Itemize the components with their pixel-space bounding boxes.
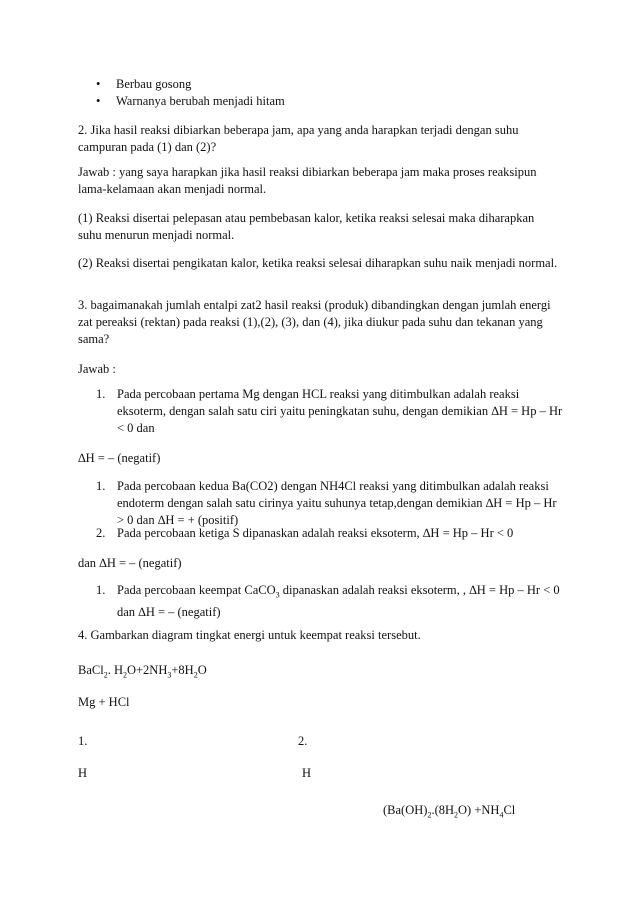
bullet-dot-icon: • <box>96 77 101 91</box>
question-2: 2. Jika hasil reaksi dibiarkan beberapa jam, apa yang anda harapkan terjadi dengan suhu campuran pada (1) dan (2)? <box>78 123 519 154</box>
enthalpy-axis-label: H <box>78 766 88 780</box>
question-3: 3. bagaimanakah jumlah entalpi zat2 hasil reaksi (produk) dibandingkan dengan jumlah energi zat pereaksi (rektan) pada reaksi (1),(2), (3), dan (4), jika diukur pada suhu dan tekanan yang sama? <box>78 298 551 346</box>
enthalpy-axis-label: H <box>302 766 312 780</box>
equation-bacl2: BaCl$_2$. $H_2O+2NH_3+8H_2O$ <box>78 663 207 680</box>
delta-h-line: ∆H = – (negatif) <box>78 451 161 465</box>
paragraph-2: (2) Reaksi disertai pengikatan kalor, ketika reaksi selesai diharapkan suhu naik menjadi normal. <box>78 256 558 270</box>
jawab-label: Jawab : <box>78 362 116 376</box>
diagram-label-1: 1. <box>78 734 88 748</box>
delta-h-line: dan ∆H = – (negatif) <box>78 556 182 570</box>
bullet-dot-icon: • <box>96 94 101 108</box>
list-text: Pada percobaan kedua Ba(CO2) dengan NH4Cl reaksi yang ditimbulkan adalah reaksi endoterm dengan salah satu cirinya yaitu suhunya tetap,dengan demikian ∆H = Hp – Hr > 0 dan ∆H = + (positif) <box>117 479 557 527</box>
list-text: Pada percobaan ketiga S dipanaskan adalah reaksi eksoterm, ∆H = Hp – Hr < 0 <box>117 526 514 540</box>
diagram-label-2: 2. <box>298 734 308 748</box>
equation-baoh2: ($Ba(OH)_2.(8H_2O) +NH_4Cl$ <box>383 803 516 820</box>
list-number: 1. <box>96 583 106 597</box>
list-text: Pada percobaan keempat CaCO$_3$ dipanaskan adalah reaksi eksoterm, , ∆H = Hp – Hr < 0 dan ∆H = – (negatif) <box>117 583 560 619</box>
list-number: 1. <box>96 479 106 493</box>
bullet-text: Warnanya berubah menjadi hitam <box>116 94 285 108</box>
list-text: Pada percobaan pertama Mg dengan HCL reaksi yang ditimbulkan adalah reaksi eksoterm, dengan salah satu ciri yaitu peningkatan suhu, dengan demikian ∆H = Hp – Hr < 0 dan <box>117 387 563 435</box>
paragraph-1: (1) Reaksi disertai pelepasan atau pembebasan kalor, ketika reaksi selesai maka diharapkan suhu menurun menjadi normal. <box>78 211 535 242</box>
list-number: 2. <box>96 526 106 540</box>
bullet-text: Berbau gosong <box>116 77 192 91</box>
question-4: 4. Gambarkan diagram tingkat energi untuk keempat reaksi tersebut. <box>78 628 421 642</box>
equation-mg-hcl: Mg + HCl <box>78 695 130 709</box>
answer-2: Jawab : yang saya harapkan jika hasil reaksi dibiarkan beberapa jam maka proses reaksipun lama-kelamaan akan menjadi normal. <box>78 165 537 196</box>
list-number: 1. <box>96 387 106 401</box>
